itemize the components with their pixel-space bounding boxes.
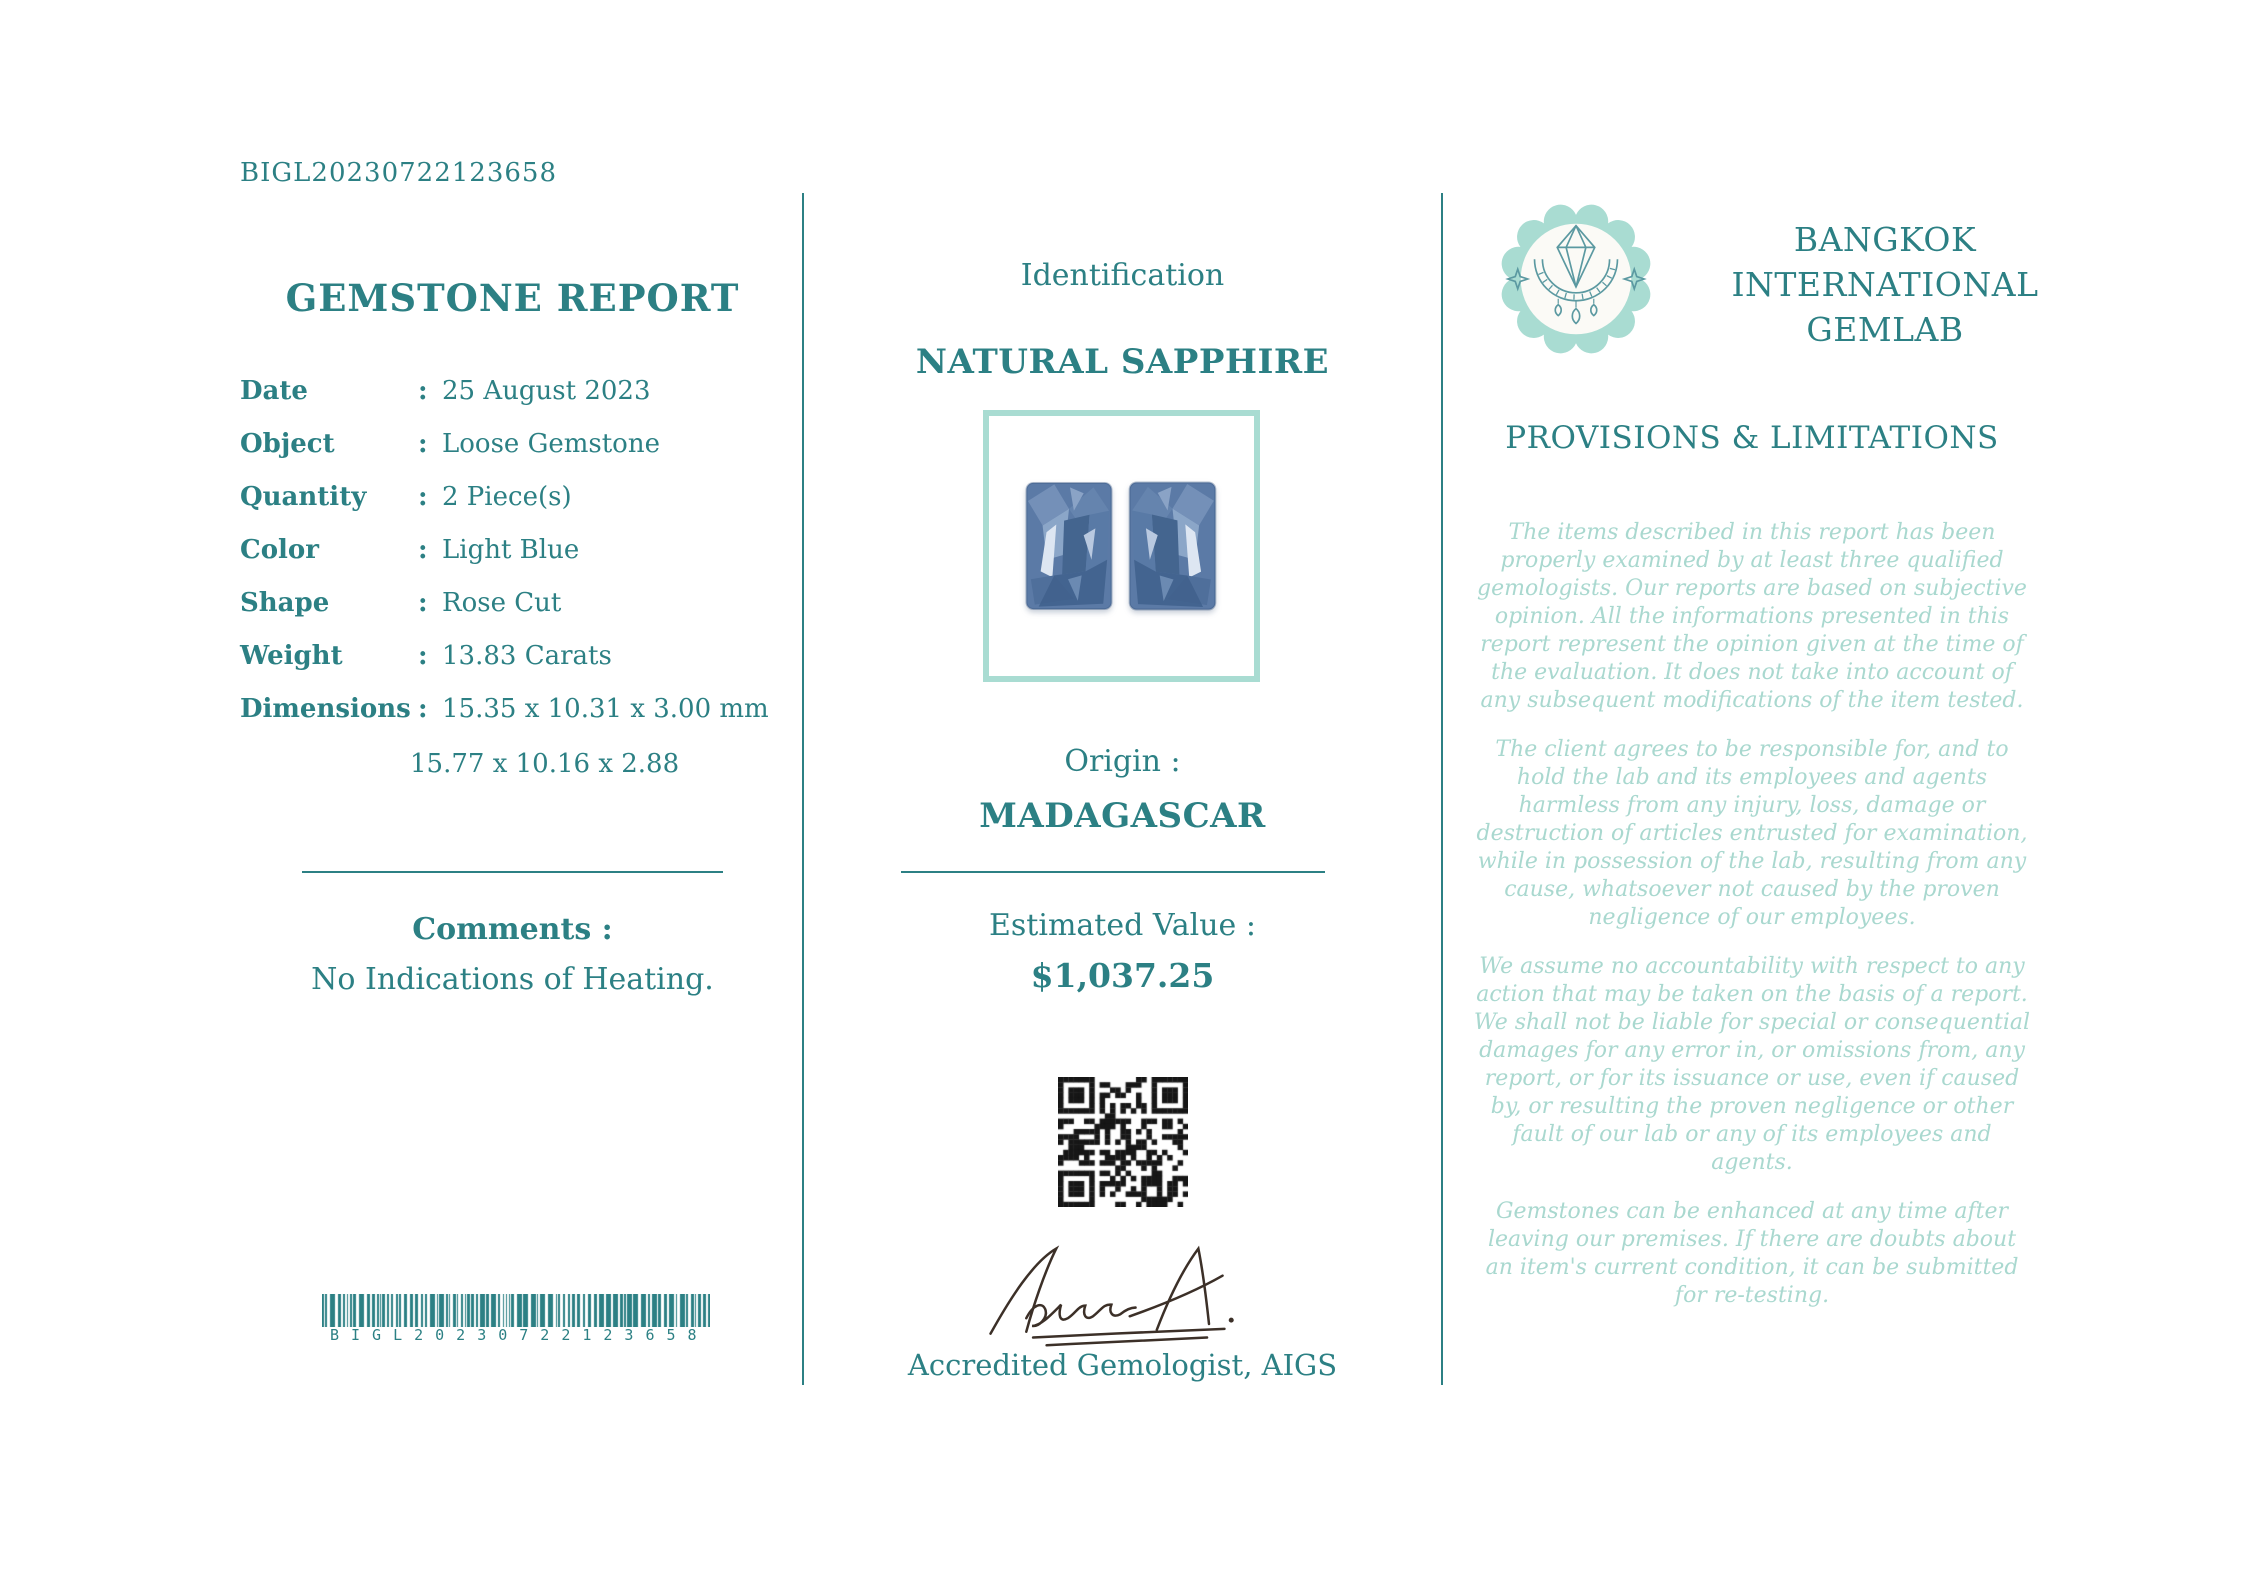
dimensions-second-line: 15.77 x 10.16 x 2.88: [410, 749, 680, 779]
field-value: Light Blue: [442, 535, 580, 565]
field-colon: :: [418, 429, 428, 459]
field-row-color: [240, 535, 785, 575]
identification-heading: Identification: [1020, 258, 1225, 293]
column-separator-right: [1441, 193, 1443, 1385]
gemstone-left: [1025, 481, 1113, 611]
provisions-text: [1472, 519, 2032, 1331]
lab-name-line: GEMLAB: [1806, 310, 1964, 349]
signer-title: Accredited Gemologist, AIGS: [907, 1348, 1338, 1382]
signature-period: [1229, 1318, 1234, 1323]
field-value: 15.35 x 10.31 x 3.00 mm: [442, 694, 769, 724]
field-colon: :: [418, 376, 428, 406]
lab-name-line: INTERNATIONAL: [1731, 265, 2039, 304]
signature-stroke: [1157, 1249, 1209, 1330]
signature-stroke: [991, 1249, 1057, 1334]
signature-underline: [1047, 1338, 1207, 1346]
gemstone-right: [1126, 481, 1219, 611]
estimated-value-label: Estimated Value :: [989, 908, 1256, 943]
field-row-object: [240, 429, 785, 469]
barcode-text: BIGL20230722123658: [330, 1326, 709, 1344]
field-value: 13.83 Carats: [442, 641, 612, 671]
field-label: Quantity: [240, 482, 367, 512]
field-label: Shape: [240, 588, 330, 618]
signature-stroke: [1026, 1305, 1135, 1326]
field-row-weight: [240, 641, 785, 681]
origin-label: Origin :: [1064, 744, 1181, 779]
field-value: Loose Gemstone: [442, 429, 660, 459]
field-value: Rose Cut: [442, 588, 562, 618]
field-label: Object: [240, 429, 335, 459]
origin-value: MADAGASCAR: [979, 796, 1266, 836]
qr-code: [1058, 1077, 1188, 1207]
gemstone-photo: [983, 410, 1260, 682]
provisions-paragraph: The client agrees to be responsible for, and to hold the lab and its employees and agents harmless from any injury, loss, damage or destruction of articles entrusted for examination, while in possession of the lab, resulting from any cause, whatsoever not caused by the proven negligence of our employees.: [1476, 737, 2028, 930]
provisions-heading: PROVISIONS & LIMITATIONS: [1505, 420, 1999, 456]
field-value: 25 August 2023: [442, 376, 651, 406]
field-colon: :: [418, 641, 428, 671]
field-row-dimensions: [240, 694, 785, 734]
provisions-paragraph: Gemstones can be enhanced at any time after leaving our premises. If there are doubts about an item's current condition, it can be submitted for re-testing.: [1485, 1199, 2019, 1308]
comments-label: Comments :: [412, 912, 613, 947]
estimated-value-amount: $1,037.25: [1030, 956, 1215, 995]
value-divider: [901, 871, 1325, 873]
lab-name-line: BANGKOK: [1793, 220, 1977, 259]
lab-logo-inner-circle: [1521, 224, 1632, 335]
report-title: GEMSTONE REPORT: [285, 276, 740, 320]
barcode: [322, 1294, 710, 1327]
field-colon: :: [418, 482, 428, 512]
field-label: Date: [240, 376, 308, 406]
column-separator-left: [802, 193, 804, 1385]
field-label: Color: [240, 535, 319, 565]
field-row-date: [240, 376, 785, 416]
lab-name: [1685, 217, 2085, 352]
field-value: 2 Piece(s): [442, 482, 572, 512]
field-label: Weight: [240, 641, 343, 671]
provisions-paragraph: The items described in this report has been properly examined by at least three qualified gemologists. Our reports are based on subjective opinion. All the informations presented in this report represent the opinion given at the time of the evaluation. It does not take into account of any subsequent modifications of the item tested.: [1477, 520, 2027, 713]
gemologist-signature: [972, 1237, 1272, 1353]
provisions-paragraph: We assume no accountability with respect to any action that may be taken on the basis of a report. We shall not be liable for special or consequential damages for any error in, or omissions from, any report, or for its issuance or use, even if caused by, or resulting the proven negligence or other fault of our lab or any of its employees and agents.: [1473, 954, 2031, 1175]
field-row-quantity: [240, 482, 785, 522]
comments-value: No Indications of Heating.: [311, 962, 714, 997]
field-colon: :: [418, 588, 428, 618]
field-colon: :: [418, 535, 428, 565]
report-number: BIGL20230722123658: [240, 158, 557, 188]
field-label: Dimensions: [240, 694, 411, 724]
field-row-shape: [240, 588, 785, 628]
lab-logo: [1497, 200, 1655, 358]
comments-divider: [302, 871, 723, 873]
signature-underline: [1033, 1329, 1224, 1338]
field-colon: :: [418, 694, 428, 724]
species-name: NATURAL SAPPHIRE: [915, 342, 1330, 382]
